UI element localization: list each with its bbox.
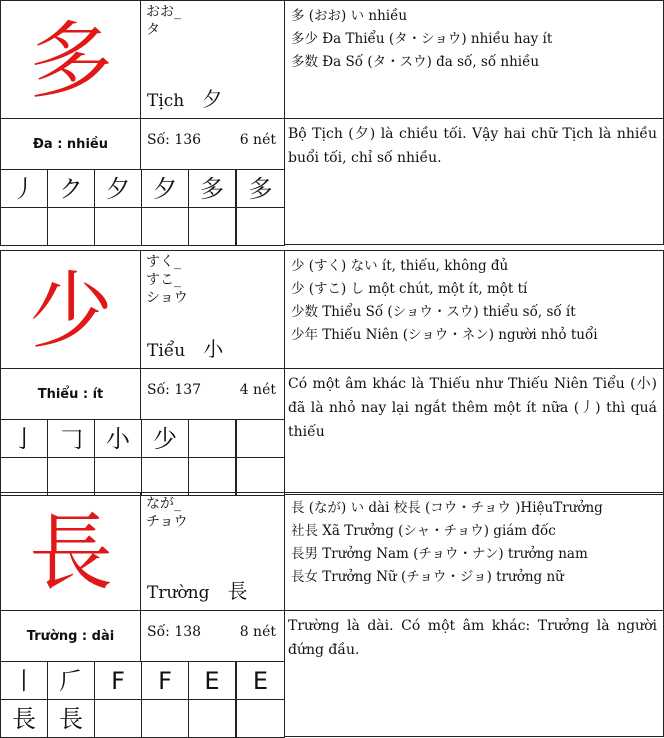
stroke-order-cell: F: [94, 661, 142, 700]
meaning-cell: [0, 118, 141, 170]
reading-item: なが_: [146, 496, 181, 512]
stroke-order-cell: 夕: [141, 169, 189, 208]
stroke-order-cell: [236, 699, 285, 738]
stroke-order-cell: 長: [47, 699, 95, 738]
radical-label: [147, 333, 223, 362]
stroke-order-cell: [236, 457, 285, 496]
mnemonic-text: Bộ Tịch (夕) là chiều tối. Vậy hai chữ Tịch là nhiều buổi tối, chỉ số nhiều.: [288, 126, 657, 166]
reading-item: すこ_: [146, 272, 181, 288]
example-item: 長男 Trưởng Nam (チョウ・ナン) trưởng nam: [291, 546, 588, 562]
stroke-order-cell: [236, 419, 285, 458]
example-item: 少 (すこ) し một chút, một ít, một tí: [291, 281, 528, 297]
radical-name: Trường: [147, 583, 210, 603]
example-item: 社長 Xã Trưởng (シャ・チョウ) giám đốc: [291, 523, 556, 539]
kanji-entry: [0, 0, 664, 245]
mnemonic-text: Có một âm khác là Thiếu như Thiếu Niên Tiểu (小) đã là nhỏ nay lại ngắt thêm một ít nữa (丿) thì quá thiếu: [288, 376, 657, 440]
stroke-order-cell: E: [236, 661, 285, 700]
radical-label: [147, 83, 222, 112]
meaning-text: Trường : dài: [26, 628, 115, 644]
example-item: 少 (すく) ない ít, thiếu, không đủ: [291, 258, 509, 274]
examples-cell: [284, 0, 664, 119]
example-item: 長 (なが) い dài 校長 (コウ・チョウ )HiệuTrưởng: [291, 500, 603, 516]
radical-name: Tịch: [147, 91, 185, 111]
radical-character: 長: [227, 579, 248, 603]
radical-character: 小: [203, 337, 224, 361]
stroke-count: 8 nét: [239, 624, 276, 640]
stroke-order-cell: 長: [0, 699, 48, 738]
examples-list: [291, 255, 659, 347]
reading-item: おお_: [146, 4, 181, 20]
reading-item: チョウ: [146, 514, 188, 530]
stroke-order-cell: 多: [236, 169, 285, 208]
readings-list: [146, 253, 188, 307]
stroke-count: 4 nét: [239, 382, 276, 398]
readings-cell: [140, 492, 285, 611]
mnemonic-text: Trường là dài. Có một âm khác: Trưởng là người đứng đầu.: [288, 618, 657, 658]
stroke-order-cell: [236, 207, 285, 246]
stroke-order-cell: [141, 699, 189, 738]
readings-cell: [140, 0, 285, 119]
readings-list: [146, 495, 188, 531]
kanji-number: Số: 136: [147, 132, 202, 148]
mnemonic-cell: [284, 610, 664, 737]
stroke-order-cell: [0, 457, 48, 496]
meaning-cell: [0, 368, 141, 420]
stroke-order-cell: [188, 419, 236, 458]
readings-list: [146, 3, 181, 39]
stroke-order-cell: [47, 457, 95, 496]
reading-item: タ: [146, 22, 160, 38]
example-item: 多 (おお) い nhiều: [291, 8, 408, 24]
stroke-order-cell: 丿: [0, 169, 48, 208]
stroke-order-cell: [94, 699, 142, 738]
meaning-text: Thiểu : ít: [37, 386, 104, 402]
stroke-order-cell: [47, 207, 95, 246]
stroke-order-cell: F: [141, 661, 189, 700]
kanji-number: Số: 138: [147, 624, 202, 640]
stroke-order-cell: [188, 457, 236, 496]
stroke-order-cell: ク: [47, 169, 95, 208]
meaning-text: Đa : nhiều: [33, 136, 108, 152]
kanji-character: 少: [29, 262, 114, 360]
reading-item: ショウ: [146, 290, 188, 306]
kanji-character: 長: [29, 504, 114, 602]
stroke-order-cell: E: [188, 661, 236, 700]
stroke-order-cell: 小: [94, 419, 142, 458]
stroke-order-cell: [94, 457, 142, 496]
stroke-order-cell: [94, 207, 142, 246]
example-item: 多少 Đa Thiểu (タ・ショウ) nhiều hay ít: [291, 31, 553, 47]
stroke-order-cell: 少: [141, 419, 189, 458]
mnemonic-cell: [284, 368, 664, 495]
example-item: 長女 Trưởng Nữ (チョウ・ジョ) trưởng nữ: [291, 569, 564, 585]
readings-cell: [140, 250, 285, 369]
kanji-entry: [0, 492, 664, 737]
example-item: 少数 Thiểu Số (ショウ・スウ) thiểu số, số ít: [291, 304, 576, 320]
kanji-cell: [0, 250, 141, 369]
examples-cell: [284, 250, 664, 369]
stroke-order-cell: 多: [188, 169, 236, 208]
example-item: 多数 Đa Số (タ・スウ) đa số, số nhiều: [291, 54, 540, 70]
number-cell: [140, 610, 285, 662]
stroke-count: 6 nét: [239, 132, 276, 148]
examples-list: [291, 497, 659, 589]
stroke-order-cell: [188, 207, 236, 246]
examples-list: [291, 5, 659, 74]
examples-cell: [284, 492, 664, 611]
number-cell: [140, 118, 285, 170]
radical-character: 夕: [202, 87, 223, 111]
stroke-order-cell: 𠃌: [47, 419, 95, 458]
meaning-cell: [0, 610, 141, 662]
stroke-order-cell: 夕: [94, 169, 142, 208]
radical-name: Tiểu: [147, 341, 186, 361]
mnemonic-cell: [284, 118, 664, 245]
stroke-order-cell: [141, 457, 189, 496]
stroke-order-cell: [188, 699, 236, 738]
stroke-order-cell: [141, 207, 189, 246]
kanji-character: 多: [29, 12, 114, 110]
kanji-entry: [0, 250, 664, 495]
stroke-order-cell: [0, 207, 48, 246]
stroke-order-cell: 𠂆: [47, 661, 95, 700]
radical-label: [147, 575, 247, 604]
stroke-order-cell: 亅: [0, 419, 48, 458]
stroke-order-cell: 丨: [0, 661, 48, 700]
kanji-cell: [0, 0, 141, 119]
example-item: 少年 Thiếu Niên (ショウ・ネン) người nhỏ tuổi: [291, 327, 598, 343]
reading-item: すく_: [146, 254, 181, 270]
kanji-number: Số: 137: [147, 382, 202, 398]
kanji-cell: [0, 492, 141, 611]
number-cell: [140, 368, 285, 420]
